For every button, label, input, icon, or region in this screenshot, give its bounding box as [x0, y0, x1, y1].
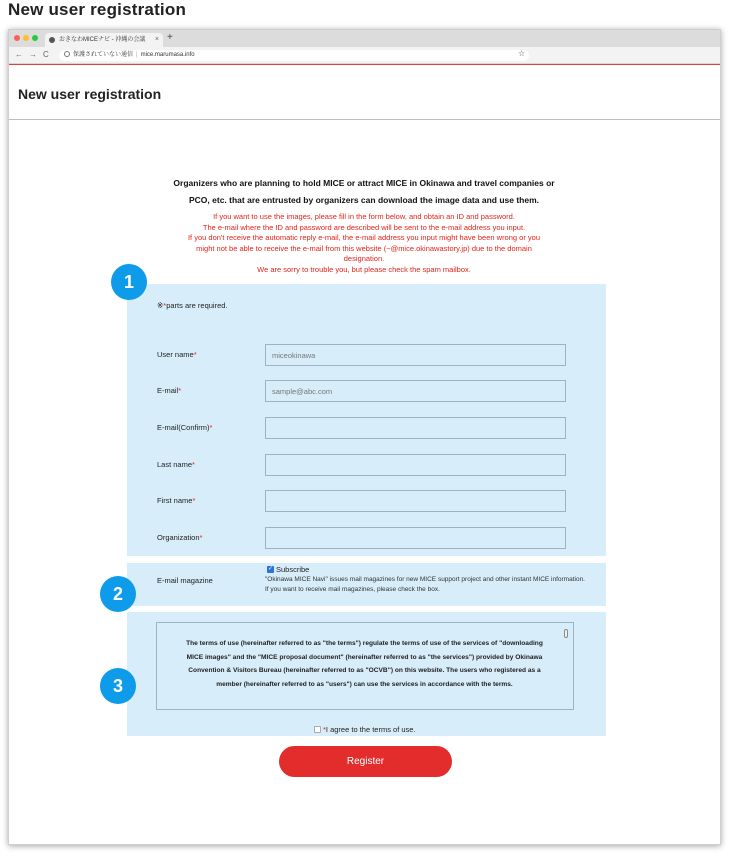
agree-required-star: *: [323, 725, 326, 734]
browser-window: [8, 29, 721, 845]
terms-scrollbar-thumb[interactable]: [564, 629, 568, 638]
title-divider: [9, 119, 720, 120]
step-badge-1: 1: [111, 264, 147, 300]
back-arrow-icon[interactable]: ←: [15, 50, 23, 59]
terms-scrollbar[interactable]: [564, 629, 569, 709]
bookmark-star-icon[interactable]: ☆: [518, 49, 526, 58]
email-confirm-input[interactable]: [265, 417, 566, 439]
email-input[interactable]: [265, 380, 566, 402]
minimize-window-dot[interactable]: [23, 35, 29, 41]
email-magazine-description: "Okinawa MICE Navi" issues mail magazines for new MICE support project and other instant MICE information. If you want to receive mail magazines, please check the box.: [265, 576, 585, 593]
notice-line: If you don't receive the automatic reply e-mail, the e-mail address you input might have been wrong or you: [187, 233, 541, 242]
forward-arrow-icon[interactable]: →: [29, 50, 37, 59]
required-star: *: [163, 301, 167, 310]
last-name-input[interactable]: [265, 454, 566, 476]
terms-text: The terms of use (hereinafter referred to as "the terms") regulate the terms of use of the services of "downloading MICE images" and the "MICE proposal document" (hereinafter referred to as "the services") provided by Okinawa Convention & Visitors Bureau (hereinafter referred to as "OCVB") on this website. The users who registered as a member (hereinafter referred to as "users") can use the services in accordance with the terms.: [186, 640, 543, 688]
intro-line: Organizers who are planning to hold MICE or attract MICE in Okinawa and travel companies or: [173, 178, 555, 188]
step-badge-2: 2: [100, 576, 136, 612]
step-badge-3: 3: [100, 668, 136, 704]
notice-line: designation.: [343, 254, 385, 263]
required-mark: ※: [157, 301, 164, 310]
subscribe-label[interactable]: Subscribe: [276, 565, 310, 574]
email-label: E-mail*: [157, 386, 182, 395]
first-name-label: First name*: [157, 496, 196, 505]
email-confirm-label: E-mail(Confirm)*: [157, 423, 213, 432]
intro-line: PCO, etc. that are entrusted by organizers can download the image data and use them.: [189, 195, 539, 205]
email-magazine-label: E-mail magazine: [157, 576, 213, 585]
agree-label[interactable]: *I agree to the terms of use.: [323, 725, 416, 734]
notice-line: We are sorry to trouble you, but please check the spam mailbox.: [257, 264, 471, 274]
register-button[interactable]: Register: [279, 746, 452, 777]
username-input[interactable]: [265, 344, 566, 366]
url-field[interactable]: [59, 50, 529, 61]
tab-title: おきなわMICEナビ - 沖縄の会議: [59, 37, 146, 43]
username-label: User name*: [157, 350, 197, 359]
terms-panel: [127, 612, 606, 736]
email-magazine-panel: [127, 563, 606, 606]
notice-text: [159, 212, 569, 275]
first-name-input[interactable]: [265, 490, 566, 512]
globe-icon: [49, 37, 55, 43]
required-note: [157, 301, 228, 310]
browser-tab[interactable]: [45, 33, 163, 47]
required-text: parts are required.: [166, 301, 228, 310]
close-window-dot[interactable]: [14, 35, 20, 41]
header-accent-line: [9, 64, 720, 65]
info-icon[interactable]: [64, 51, 70, 57]
last-name-label: Last name*: [157, 460, 195, 469]
maximize-window-dot[interactable]: [32, 35, 38, 41]
notice-line: The e-mail where the ID and password are described will be sent to the e-mail address you input.: [202, 222, 526, 232]
subscribe-checkbox[interactable]: ✓: [267, 566, 274, 572]
page-heading: New user registration: [8, 0, 187, 19]
url-text: mice.marumasa.info: [140, 52, 195, 58]
organization-input[interactable]: [265, 527, 566, 549]
browser-addressbar: [9, 47, 720, 64]
close-tab-icon[interactable]: ×: [154, 36, 159, 43]
terms-scrollbox[interactable]: [156, 622, 574, 710]
organization-label: Organization*: [157, 533, 203, 542]
agree-checkbox[interactable]: [314, 726, 321, 733]
new-tab-button[interactable]: +: [167, 32, 173, 43]
browser-tabbar: [9, 30, 720, 47]
security-label: 保護されていない通信: [73, 52, 134, 58]
registration-form-panel: [127, 284, 606, 556]
intro-text: [159, 175, 569, 209]
site-title: New user registration: [18, 86, 162, 102]
notice-line: If you want to use the images, please fill in the form below, and obtain an ID and password.: [213, 212, 515, 221]
notice-line: might not be able to receive the e-mail from this website (~@mice.okinawastory.jp) due to the domain: [196, 243, 532, 253]
reload-icon[interactable]: C: [43, 50, 49, 59]
url-separator: |: [136, 52, 138, 58]
